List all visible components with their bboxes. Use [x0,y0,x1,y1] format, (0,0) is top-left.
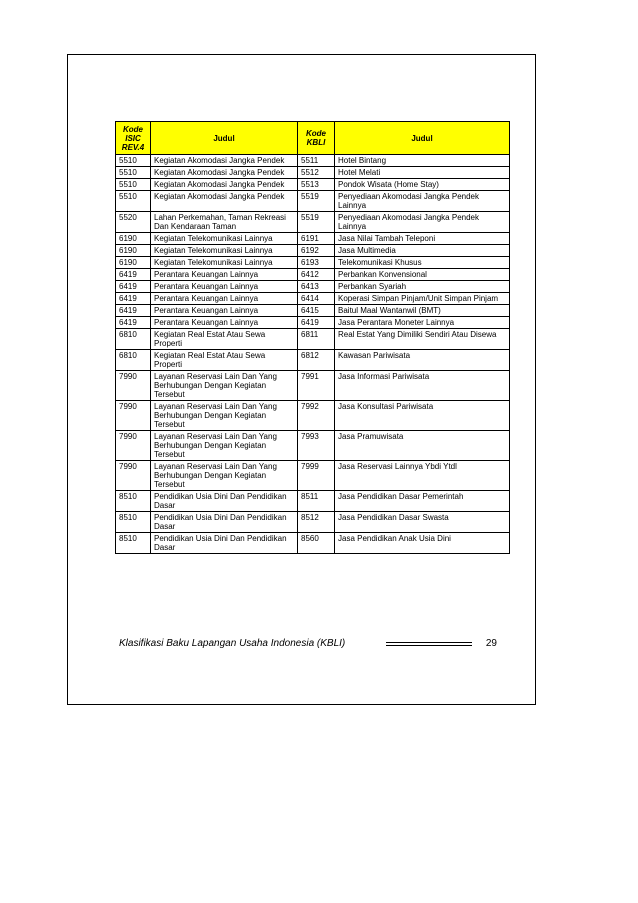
header-kode-kbli: Kode KBLI [298,122,335,155]
table-header [116,122,510,155]
cell-judul-isic: Kegiatan Real Estat Atau Sewa Properti [151,350,298,371]
cell-judul-kbli: Jasa Nilai Tambah Teleponi [335,233,510,245]
cell-judul-isic: Layanan Reservasi Lain Dan Yang Berhubungan Dengan Kegiatan Tersebut [151,401,298,431]
cell-judul-kbli: Hotel Melati [335,167,510,179]
cell-kode-kbli: 6414 [298,293,335,305]
cell-kode-isic: 5510 [116,179,151,191]
cell-kode-kbli: 8511 [298,491,335,512]
cell-kode-kbli: 5511 [298,155,335,167]
cell-kode-isic: 7990 [116,431,151,461]
cell-judul-isic: Kegiatan Akomodasi Jangka Pendek [151,155,298,167]
cell-judul-isic: Layanan Reservasi Lain Dan Yang Berhubungan Dengan Kegiatan Tersebut [151,461,298,491]
footer-title: Klasifikasi Baku Lapangan Usaha Indonesia (KBLI) [119,638,346,649]
cell-kode-kbli: 6193 [298,257,335,269]
cell-judul-kbli: Perbankan Syariah [335,281,510,293]
cell-judul-isic: Kegiatan Real Estat Atau Sewa Properti [151,329,298,350]
table-row [116,281,510,293]
cell-kode-isic: 7990 [116,371,151,401]
cell-judul-isic: Kegiatan Akomodasi Jangka Pendek [151,179,298,191]
table-row [116,350,510,371]
cell-judul-kbli: Hotel Bintang [335,155,510,167]
table-row [116,305,510,317]
cell-judul-isic: Lahan Perkemahan, Taman Rekreasi Dan Kendaraan Taman [151,212,298,233]
table-row [116,257,510,269]
cell-judul-kbli: Penyediaan Akomodasi Jangka Pendek Lainnya [335,212,510,233]
footer-double-rule [386,642,472,646]
table-row [116,212,510,233]
cell-kode-kbli: 7999 [298,461,335,491]
kbli-table [115,121,510,554]
cell-kode-kbli: 6419 [298,317,335,329]
cell-kode-kbli: 7992 [298,401,335,431]
table-row [116,329,510,350]
cell-judul-kbli: Koperasi Simpan Pinjam/Unit Simpan Pinjam [335,293,510,305]
cell-judul-isic: Perantara Keuangan Lainnya [151,293,298,305]
cell-kode-isic: 6419 [116,281,151,293]
cell-kode-isic: 8510 [116,491,151,512]
cell-judul-isic: Perantara Keuangan Lainnya [151,317,298,329]
cell-kode-kbli: 6811 [298,329,335,350]
cell-judul-isic: Layanan Reservasi Lain Dan Yang Berhubungan Dengan Kegiatan Tersebut [151,431,298,461]
table-row [116,512,510,533]
cell-kode-kbli: 6812 [298,350,335,371]
table-row [116,233,510,245]
cell-judul-isic: Kegiatan Telekomunikasi Lainnya [151,257,298,269]
table-row [116,179,510,191]
table-row [116,533,510,554]
cell-judul-isic: Perantara Keuangan Lainnya [151,281,298,293]
cell-judul-kbli: Perbankan Konvensional [335,269,510,281]
cell-judul-isic: Perantara Keuangan Lainnya [151,305,298,317]
cell-kode-isic: 5510 [116,167,151,179]
cell-kode-kbli: 8560 [298,533,335,554]
page-footer [119,637,497,651]
cell-kode-isic: 7990 [116,461,151,491]
table-row [116,317,510,329]
cell-judul-kbli: Jasa Reservasi Lainnya Ybdi Ytdl [335,461,510,491]
cell-judul-isic: Kegiatan Telekomunikasi Lainnya [151,233,298,245]
cell-kode-kbli: 5512 [298,167,335,179]
cell-judul-kbli: Baitul Maal Wantanwil (BMT) [335,305,510,317]
cell-kode-kbli: 7993 [298,431,335,461]
cell-judul-kbli: Jasa Pendidikan Dasar Swasta [335,512,510,533]
cell-judul-kbli: Jasa Perantara Moneter Lainnya [335,317,510,329]
cell-kode-isic: 5510 [116,191,151,212]
cell-kode-kbli: 6191 [298,233,335,245]
cell-judul-isic: Pendidikan Usia Dini Dan Pendidikan Dasar [151,491,298,512]
cell-kode-kbli: 6412 [298,269,335,281]
header-judul-isic: Judul [151,122,298,155]
cell-kode-kbli: 8512 [298,512,335,533]
cell-kode-isic: 6190 [116,257,151,269]
table-row [116,461,510,491]
cell-judul-isic: Kegiatan Telekomunikasi Lainnya [151,245,298,257]
table-row [116,401,510,431]
table-row [116,245,510,257]
cell-judul-kbli: Telekomunikasi Khusus [335,257,510,269]
cell-kode-isic: 6419 [116,293,151,305]
cell-judul-kbli: Pondok Wisata (Home Stay) [335,179,510,191]
cell-judul-isic: Perantara Keuangan Lainnya [151,269,298,281]
cell-kode-isic: 5510 [116,155,151,167]
cell-kode-kbli: 6415 [298,305,335,317]
cell-judul-isic: Pendidikan Usia Dini Dan Pendidikan Dasar [151,512,298,533]
cell-judul-kbli: Penyediaan Akomodasi Jangka Pendek Lainnya [335,191,510,212]
table-body [116,155,510,554]
table-row [116,269,510,281]
cell-judul-kbli: Jasa Informasi Pariwisata [335,371,510,401]
cell-judul-kbli: Jasa Multimedia [335,245,510,257]
cell-judul-kbli: Kawasan Pariwisata [335,350,510,371]
cell-judul-isic: Kegiatan Akomodasi Jangka Pendek [151,191,298,212]
table-row [116,191,510,212]
cell-kode-kbli: 6413 [298,281,335,293]
table-row [116,491,510,512]
cell-kode-kbli: 6192 [298,245,335,257]
cell-judul-kbli: Jasa Pendidikan Anak Usia Dini [335,533,510,554]
cell-kode-isic: 5520 [116,212,151,233]
cell-judul-kbli: Jasa Pendidikan Dasar Pemerintah [335,491,510,512]
table-row [116,371,510,401]
cell-kode-isic: 6810 [116,329,151,350]
cell-kode-isic: 6190 [116,245,151,257]
cell-kode-isic: 6810 [116,350,151,371]
cell-judul-isic: Layanan Reservasi Lain Dan Yang Berhubungan Dengan Kegiatan Tersebut [151,371,298,401]
cell-kode-kbli: 5513 [298,179,335,191]
cell-kode-kbli: 5519 [298,191,335,212]
cell-kode-isic: 6419 [116,317,151,329]
cell-judul-kbli: Real Estat Yang Dimiliki Sendiri Atau Disewa [335,329,510,350]
cell-kode-isic: 6419 [116,269,151,281]
cell-kode-isic: 6419 [116,305,151,317]
cell-judul-isic: Kegiatan Akomodasi Jangka Pendek [151,167,298,179]
header-judul-kbli: Judul [335,122,510,155]
header-kode-isic: Kode ISIC REV.4 [116,122,151,155]
cell-judul-kbli: Jasa Pramuwisata [335,431,510,461]
cell-kode-kbli: 7991 [298,371,335,401]
cell-kode-isic: 8510 [116,533,151,554]
cell-kode-isic: 8510 [116,512,151,533]
table-row [116,155,510,167]
cell-kode-isic: 6190 [116,233,151,245]
page-number: 29 [485,638,497,649]
table-row [116,167,510,179]
cell-judul-isic: Pendidikan Usia Dini Dan Pendidikan Dasar [151,533,298,554]
cell-kode-kbli: 5519 [298,212,335,233]
table-row [116,431,510,461]
table-row [116,293,510,305]
cell-kode-isic: 7990 [116,401,151,431]
cell-judul-kbli: Jasa Konsultasi Pariwisata [335,401,510,431]
